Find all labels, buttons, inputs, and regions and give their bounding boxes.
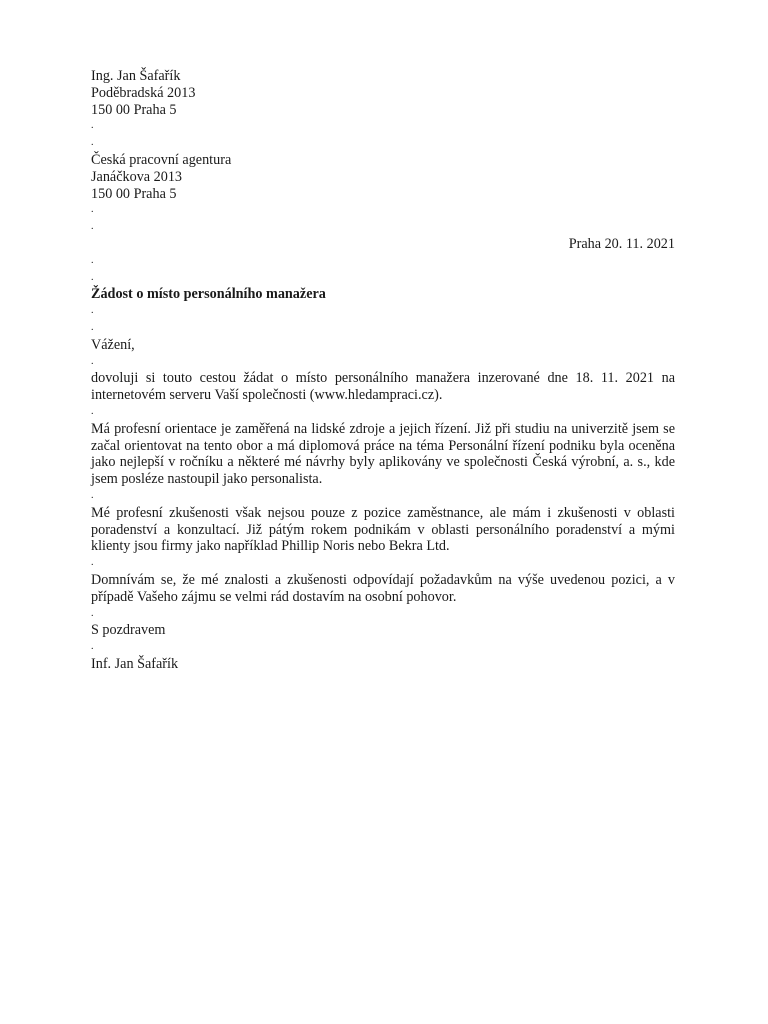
paragraph-marker: . bbox=[91, 221, 94, 233]
paragraph-marker: . bbox=[91, 405, 94, 417]
letter-closing: S pozdravem bbox=[91, 622, 166, 639]
body-paragraph-2: Má profesní orientace je zaměřená na lidské zdroje a jejich řízení. Již při studiu na univerzitě jsem se začal orientovat na tento obor a má diplomová práce na téma Personální řízení podniku byla oceněna jako nejlepší v ročníku a některé mé návrhy byly aplikovány ve společnosti Česká výrobní, a. s., kde jsem posléze nastoupil jako personalista. bbox=[91, 420, 675, 488]
paragraph-marker: . bbox=[91, 137, 94, 149]
recipient-company: Česká pracovní agentura bbox=[91, 151, 232, 168]
letter-subject: Žádost o místo personálního manažera bbox=[91, 286, 326, 303]
paragraph-marker: . bbox=[91, 607, 94, 619]
body-paragraph-3: Mé profesní zkušenosti však nejsou pouze z pozice zaměstnance, ale mám i zkušenosti v oblasti poradenství a konzultací. Již pátým rokem podnikám v oblasti personálního poradenství a mými klienty jsou firmy jako například Phillip Noris nebo Bekra Ltd. bbox=[91, 504, 675, 555]
sender-street: Poděbradská 2013 bbox=[91, 84, 196, 101]
letter-greeting: Vážení, bbox=[91, 336, 135, 353]
paragraph-marker: . bbox=[91, 305, 94, 317]
letter-signature: Inf. Jan Šafařík bbox=[91, 655, 179, 672]
recipient-street: Janáčkova 2013 bbox=[91, 168, 183, 185]
recipient-block bbox=[91, 152, 675, 202]
paragraph-marker: . bbox=[91, 641, 94, 653]
body-paragraph-1: dovoluji si touto cestou žádat o místo personálního manažera inzerované dne 18. 11. 2021 na internetovém serveru Vaší společnosti (www.hledampraci.cz). bbox=[91, 370, 675, 404]
paragraph-marker: . bbox=[91, 355, 94, 367]
sender-city: 150 00 Praha 5 bbox=[91, 101, 177, 118]
sender-block bbox=[91, 68, 675, 118]
letter-date: Praha 20. 11. 2021 bbox=[568, 235, 675, 252]
paragraph-marker: . bbox=[91, 489, 94, 501]
letter-page bbox=[91, 68, 675, 673]
paragraph-marker: . bbox=[91, 557, 94, 569]
paragraph-marker: . bbox=[91, 271, 94, 283]
paragraph-marker: . bbox=[91, 254, 94, 266]
recipient-city: 150 00 Praha 5 bbox=[91, 185, 177, 202]
paragraph-marker: . bbox=[91, 204, 94, 216]
sender-name: Ing. Jan Šafařík bbox=[91, 68, 181, 84]
paragraph-marker: . bbox=[91, 321, 94, 333]
paragraph-marker: . bbox=[91, 120, 94, 132]
body-paragraph-4: Domnívám se, že mé znalosti a zkušenosti odpovídají požadavkům na výše uvedenou pozici, a v případě Vašeho zájmu se velmi rád dostavím na osobní pohovor. bbox=[91, 571, 675, 605]
